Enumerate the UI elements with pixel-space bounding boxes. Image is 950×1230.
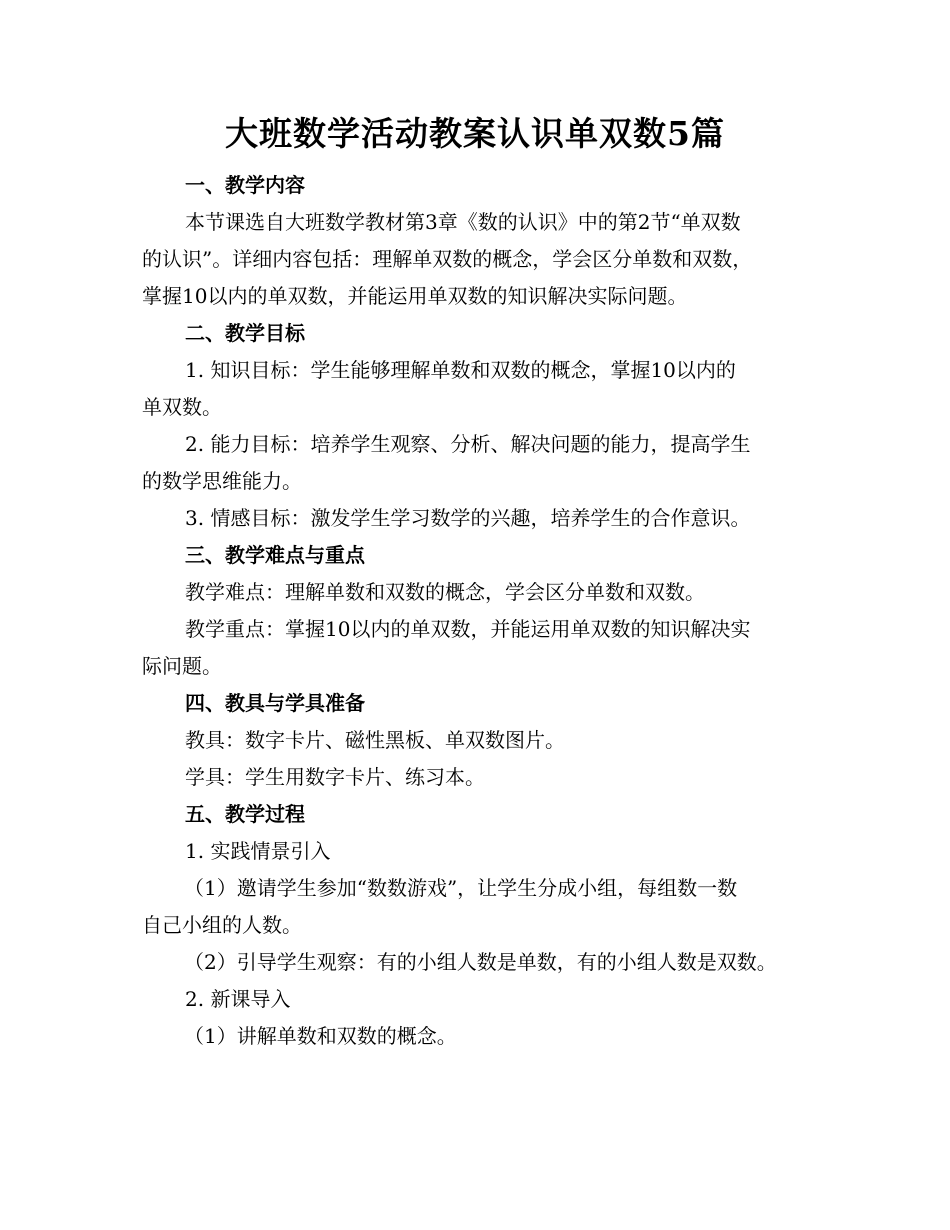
section-heading-materials: 四、教具与学具准备 (185, 691, 365, 715)
paragraph-line: （1）邀请学生参加“数数游戏”，让学生分成小组，每组数一数 (184, 876, 738, 900)
paragraph-line: 1. 知识目标：学生能够理解单数和双数的概念，掌握10以内的 (185, 358, 736, 382)
paragraph-line: 掌握10以内的单双数，并能运用单双数的知识解决实际问题。 (142, 284, 688, 308)
document-title: 大班数学活动教案认识单双数5篇 (225, 114, 725, 153)
paragraph-line: （2）引导学生观察：有的小组人数是单数，有的小组人数是双数。 (184, 950, 777, 974)
section-heading-goals: 二、教学目标 (185, 321, 305, 345)
paragraph-line: 的数学思维能力。 (142, 469, 302, 493)
paragraph-line: 自己小组的人数。 (142, 913, 302, 937)
paragraph-line: 本节课选自大班数学教材第3章《数的认识》中的第2节“单双数 (185, 210, 741, 234)
paragraph-line: 教学难点：理解单数和双数的概念，学会区分单数和双数。 (185, 580, 705, 604)
paragraph-line: 的认识”。详细内容包括：理解单双数的概念，学会区分单数和双数， (142, 247, 753, 271)
paragraph-line: 2. 新课导入 (185, 987, 291, 1011)
paragraph-line: 教具：数字卡片、磁性黑板、单双数图片。 (185, 728, 565, 752)
paragraph-line: 学具：学生用数字卡片、练习本。 (185, 765, 485, 789)
paragraph-line: （1）讲解单数和双数的概念。 (184, 1024, 457, 1048)
paragraph-line: 教学重点：掌握10以内的单双数，并能运用单双数的知识解决实 (185, 617, 751, 641)
section-heading-process: 五、教学过程 (185, 802, 305, 826)
section-heading-key-points: 三、教学难点与重点 (185, 543, 365, 567)
paragraph-line: 际问题。 (142, 654, 222, 678)
paragraph-line: 单双数。 (142, 395, 222, 419)
paragraph-line: 2. 能力目标：培养学生观察、分析、解决问题的能力，提高学生 (185, 432, 751, 456)
section-heading-content: 一、教学内容 (185, 173, 305, 197)
paragraph-line: 1. 实践情景引入 (185, 839, 331, 863)
paragraph-line: 3. 情感目标：激发学生学习数学的兴趣，培养学生的合作意识。 (185, 506, 751, 530)
